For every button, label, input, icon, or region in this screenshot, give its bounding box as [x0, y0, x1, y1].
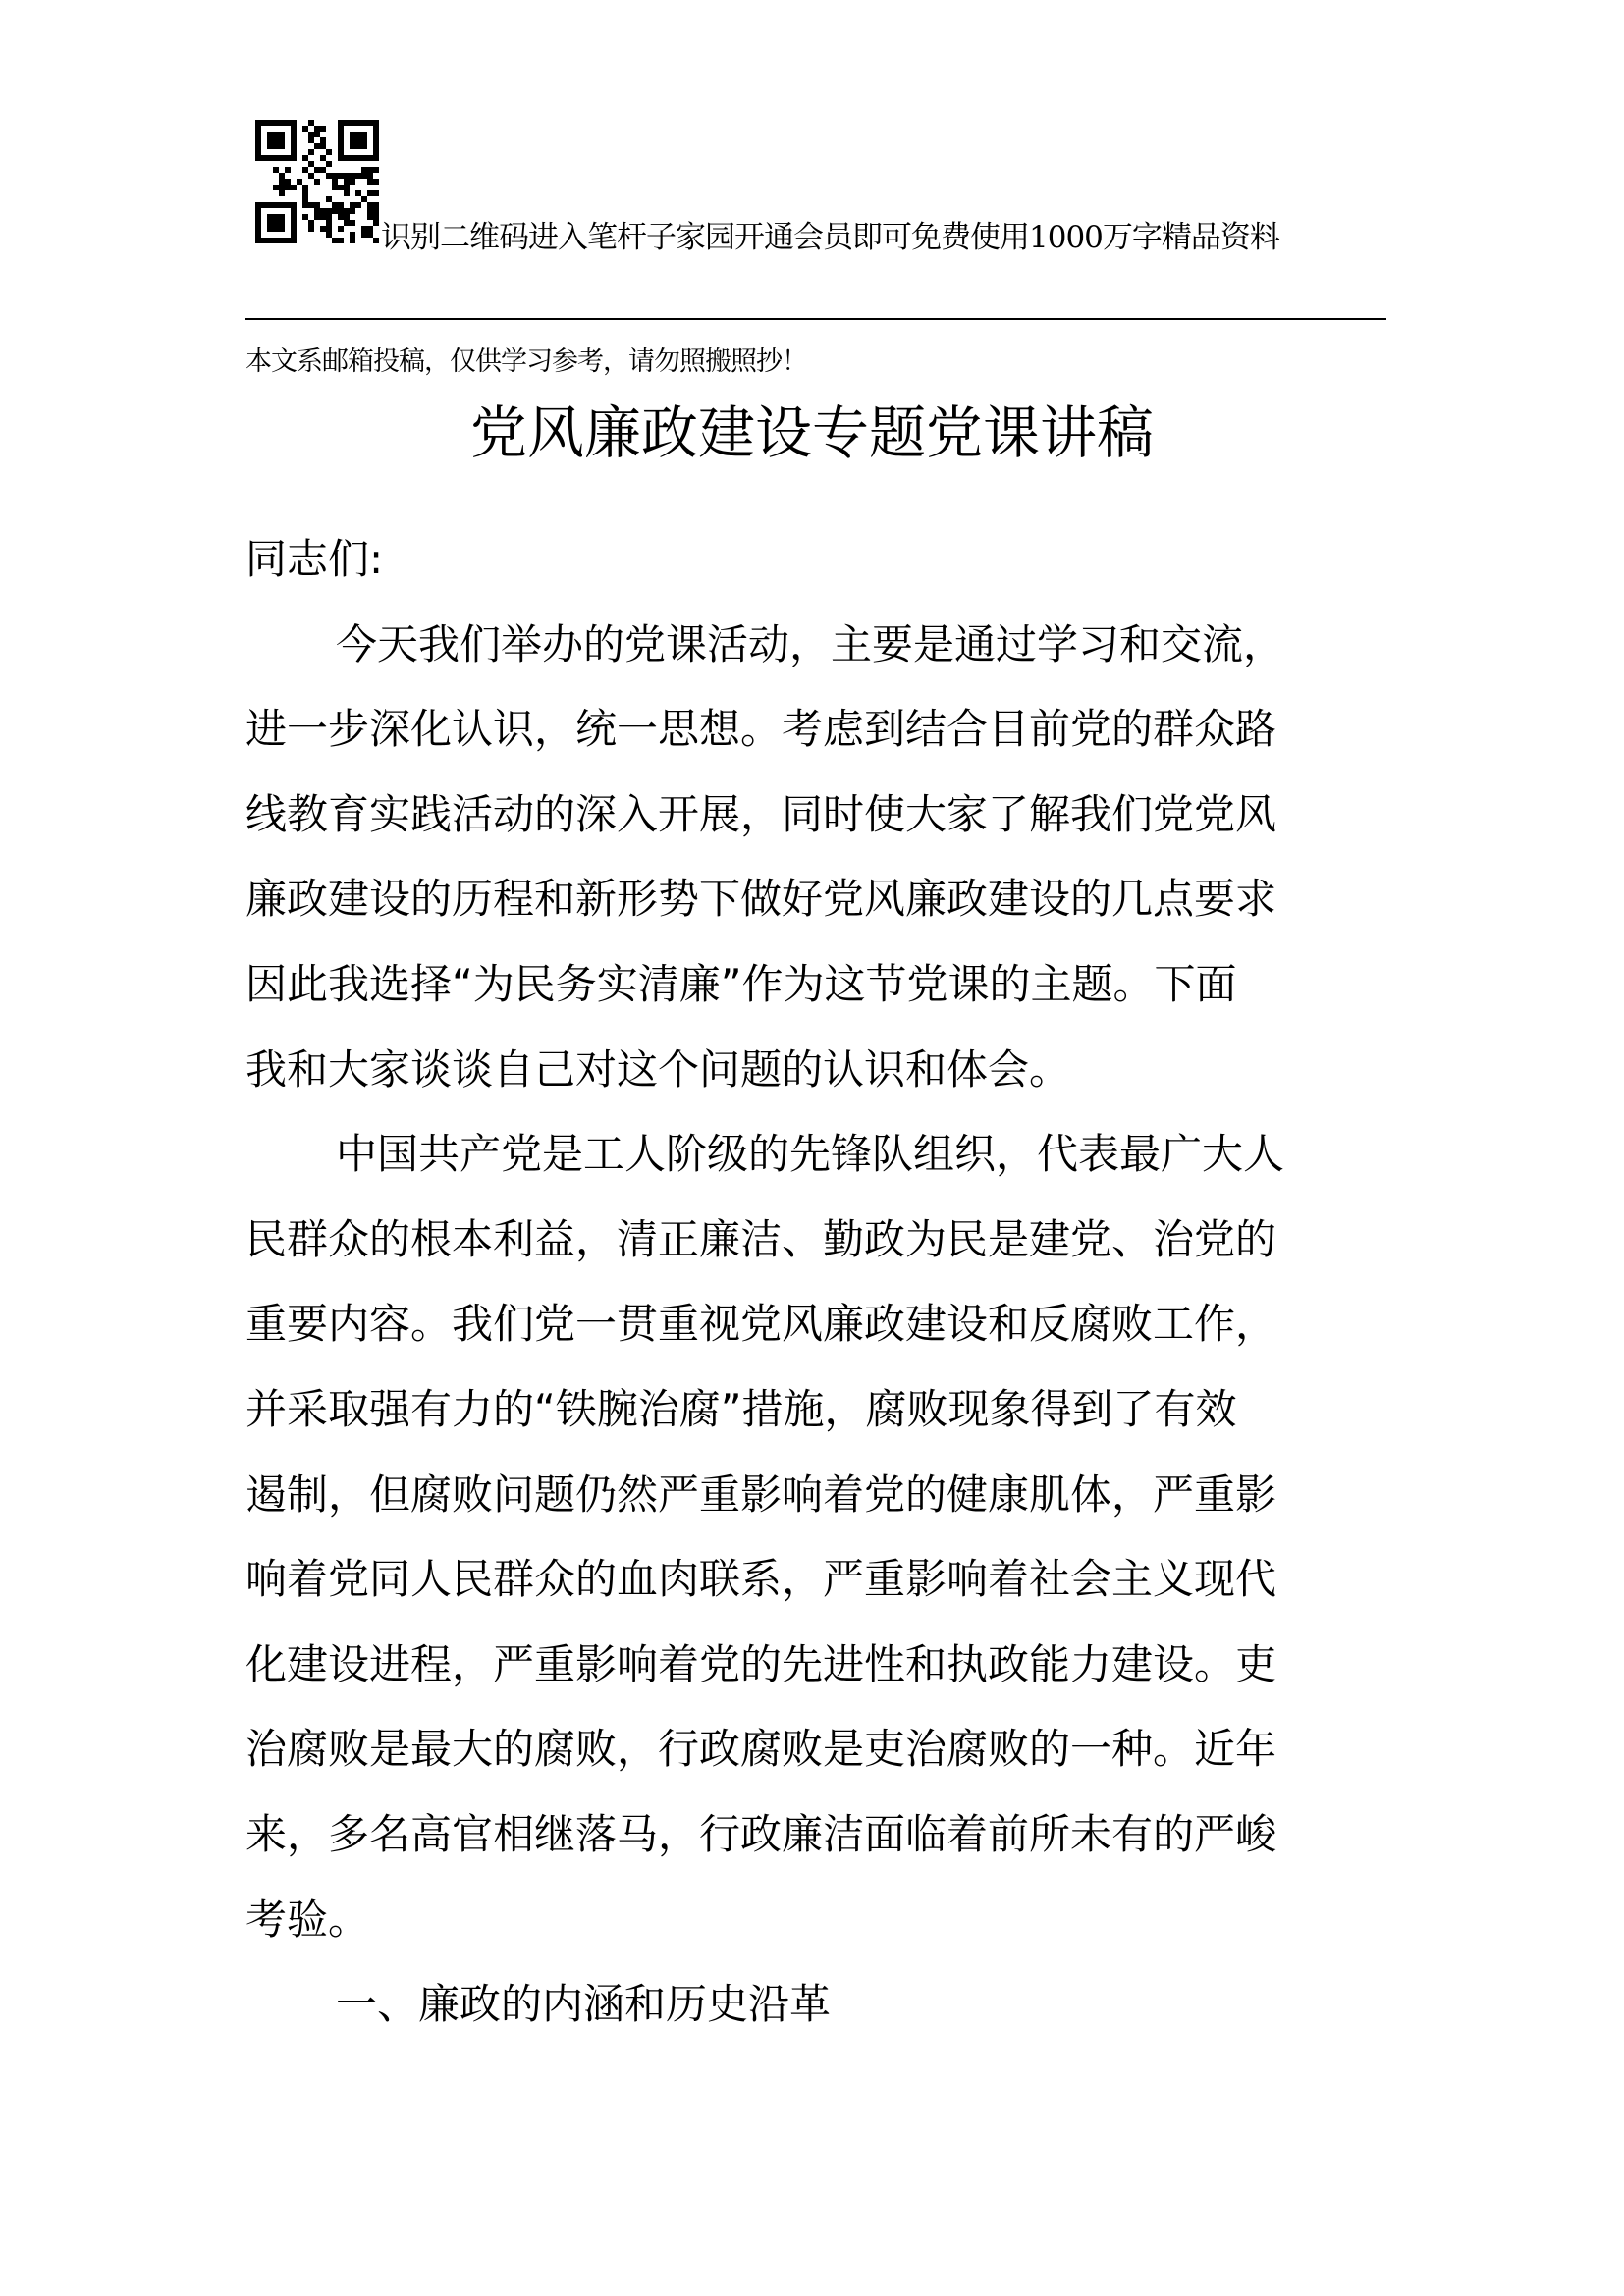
paragraph-line: 来，多名高官相继落马，行政廉洁面临着前所未有的严峻	[245, 1809, 1277, 1858]
paragraph-line: 进一步深化认识，统一思想。考虑到结合目前党的群众路	[245, 705, 1277, 754]
qr-code	[255, 120, 379, 243]
paragraph-line: 廉政建设的历程和新形势下做好党风廉政建设的几点要求	[245, 875, 1277, 924]
paragraph-line: 我和大家谈谈自己对这个问题的认识和体会。	[245, 1044, 1071, 1094]
paragraph-line: 重要内容。我们党一贯重视党风廉政建设和反腐败工作，	[245, 1300, 1277, 1349]
salutation: 同志们:	[245, 535, 384, 583]
paragraph-line: 考验。	[245, 1895, 370, 1944]
paragraph-line: 今天我们举办的党课活动，主要是通过学习和交流，	[336, 619, 1285, 668]
section-heading: 一、廉政的内涵和历史沿革	[336, 1980, 832, 2029]
paragraph-line: 响着党同人民群众的血肉联系，严重影响着社会主义现代	[245, 1555, 1277, 1604]
paragraph-line: 并采取强有力的“铁腕治腐”措施，腐败现象得到了有效	[245, 1384, 1237, 1433]
header-divider	[245, 318, 1386, 320]
document-body	[245, 517, 1394, 2048]
document-title: 党风廉政建设专题党课讲稿	[469, 400, 1154, 466]
paragraph-line: 化建设进程，严重影响着党的先进性和执政能力建设。吏	[245, 1639, 1277, 1688]
paragraph-line: 线教育实践活动的深入开展，同时使大家了解我们党党风	[245, 789, 1277, 838]
paragraph-line: 因此我选择“为民务实清廉”作为这节党课的主题。下面	[245, 959, 1237, 1008]
notice-text: 本文系邮箱投稿，仅供学习参考，请勿照搬照抄！	[245, 347, 807, 377]
promo-text: 识别二维码进入笔杆子家园开通会员即可免费使用1000万字精品资料	[381, 220, 1279, 255]
paragraph-line: 中国共产党是工人阶级的先锋队组织，代表最广大人	[336, 1130, 1285, 1179]
paragraph-line: 遏制，但腐败问题仍然严重影响着党的健康肌体，严重影	[245, 1469, 1277, 1519]
paragraph-line: 治腐败是最大的腐败，行政腐败是吏治腐败的一种。近年	[245, 1725, 1277, 1774]
paragraph-line: 民群众的根本利益，清正廉洁、勤政为民是建党、治党的	[245, 1214, 1277, 1263]
